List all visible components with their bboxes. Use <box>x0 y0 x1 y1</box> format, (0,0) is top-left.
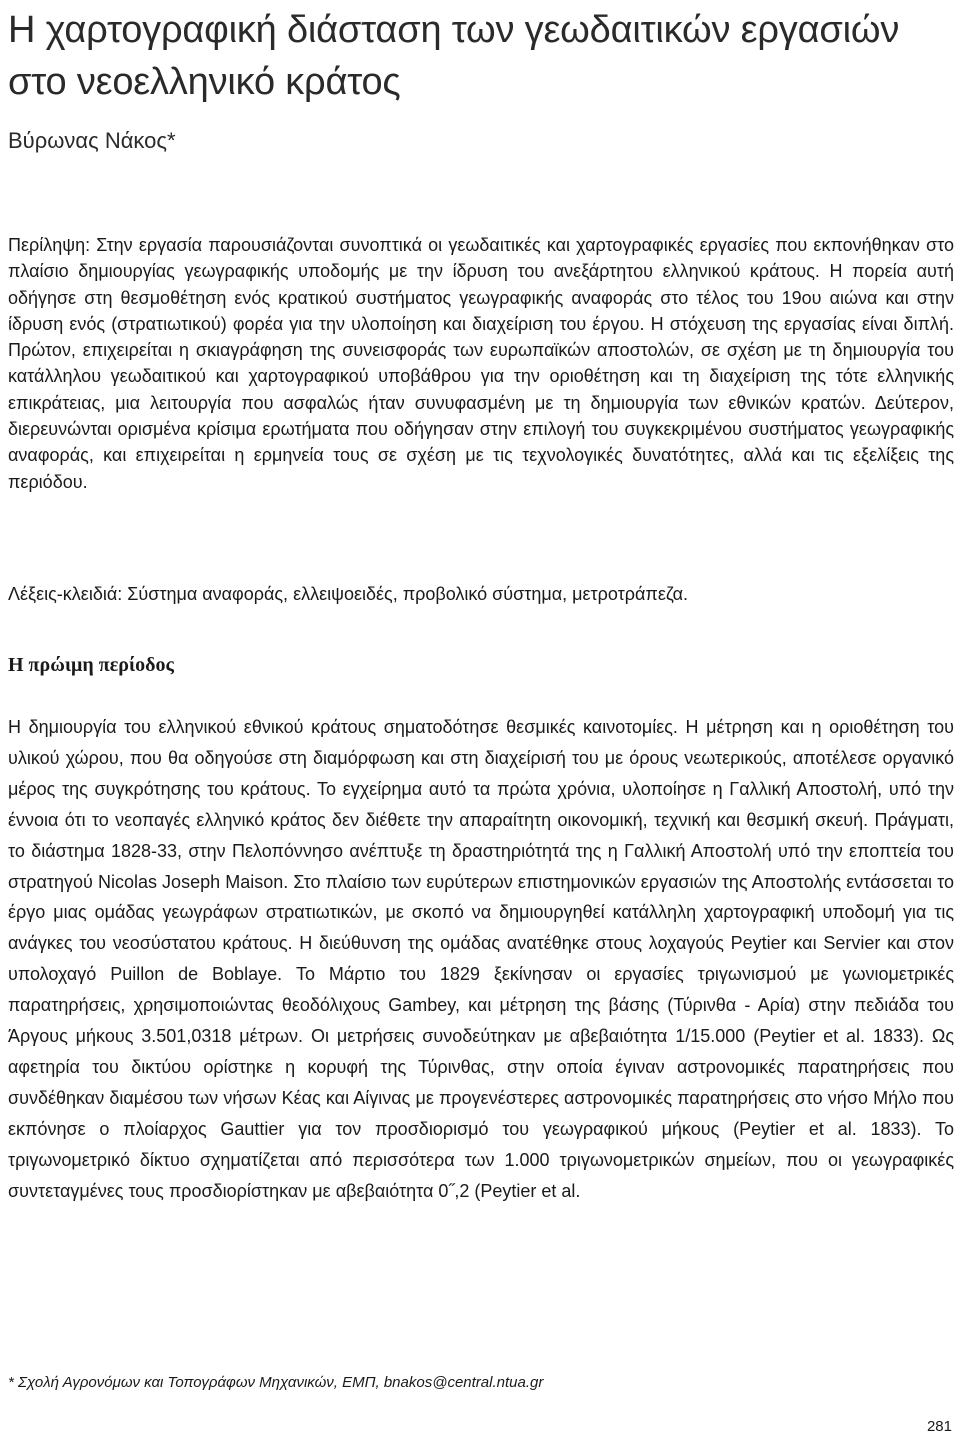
section-heading: Η πρώιμη περίοδος <box>8 654 174 676</box>
keywords-text: Σύστημα αναφοράς, ελλειψοειδές, προβολικό σύστημα, μετροτράπεζα. <box>127 584 688 604</box>
keywords-label: Λέξεις-κλειδιά: <box>8 584 123 604</box>
author-name: Βύρωνας Νάκος* <box>8 128 176 153</box>
page-number: 281 <box>926 1418 952 1435</box>
footnote: * Σχολή Αγρονόμων και Τοπογράφων Μηχανικών, ΕΜΠ, bnakos@central.ntua.gr <box>8 1374 544 1391</box>
keywords <box>8 581 954 607</box>
abstract-text: Στην εργασία παρουσιάζονται συνοπτικά οι γεωδαιτικές και χαρτογραφικές εργασίες που εκπονήθηκαν στο πλαίσιο δημιουργίας γεωγραφικής υποδομής με την ίδρυση του ανεξάρτητου ελληνικού κράτους. Η πορεία αυτή οδήγησε στη θεσμοθέτηση ενός κρατικού συστήματος γεωγραφικής αναφοράς στο τέλος του 19ου αιώνα και στην ίδρυση ενός (στρατιωτικού) φορέα για την υλοποίηση και διαχείριση του έργου. Η στόχευση της εργασίας είναι διπλή. Πρώτον, επιχειρείται η σκιαγράφηση της συνεισφοράς των ευρωπαϊκών αποστολών, σε σχέση με τη δημιουργία του κατάλληλου γεωδαιτικού και χαρτογραφικού υποβάθρου για την οριοθέτηση και τη διαχείριση της τότε ελληνικής επικράτειας, μια λειτουργία που ασφαλώς ήταν συνυφασμένη με τη δημιουργία των εθνικών κρατών. Δεύτερον, διερευνώνται ορισμένα κρίσιμα ερωτήματα που οδήγησαν στην επιλογή του συγκεκριμένου συστήματος γεωγραφικής αναφοράς, και επιχειρείται η ερμηνεία τους σε σχέση με τις τεχνολογικές δυνατότητες, αλλά και τις εξελίξεις της περιόδου. <box>8 235 954 492</box>
abstract <box>8 232 954 495</box>
body-paragraph: Η δημιουργία του ελληνικού εθνικού κράτους σηματοδότησε θεσμικές καινοτομίες. Η μέτρηση και η οριοθέτηση του υλικού χώρου, που θα οδηγούσε στη διαμόρφωση και στη διαχείρισή του με όρους νεωτερικούς, αποτέλεσε οργανικό μέρος της συγκρότησης του κράτους. Το εγχείρημα αυτό τα πρώτα χρόνια, υλοποίησε η Γαλλική Αποστολή, υπό την έννοια ότι το νεοπαγές ελληνικό κράτος δεν διέθετε την απαραίτητη οικονομική, τεχνική και θεσμική σκευή. Πράγματι, το διάστημα 1828-33, στην Πελοπόννησο ανέπτυξε τη δραστηριότητά της η Γαλλική Αποστολή υπό την εποπτεία του στρατηγού Nicolas Joseph Maison. Στο πλαίσιο των ευρύτερων επιστημονικών εργασιών της Αποστολής εντάσσεται το έργο μιας ομάδας γεωγράφων στρατιωτικών, με σκοπό να δημιουργηθεί κατάλληλη χαρτογραφική υποδομή για τις ανάγκες του νεοσύστατου κράτους. Η διεύθυνση της ομάδας ανατέθηκε στους λοχαγούς Peytier και Servier και στον υπολοχαγό Puillon de Boblaye. Το Μάρτιο του 1829 ξεκίνησαν οι εργασίες τριγωνισμού με γωνιομετρικές παρατηρήσεις, χρησιμοποιώντας θεοδόλιχους Gambey, και μέτρηση της βάσης (Τύρινθα - Αρία) στην πεδιάδα του Άργους μήκους 3.501,0318 μέτρων. Οι μετρήσεις συνοδεύτηκαν με αβεβαιότητα 1/15.000 (Peytier et al. 1833). Ως αφετηρία του δικτύου ορίστηκε η κορυφή της Τύρινθας, στην οποία έγιναν αστρονομικές παρατηρήσεις που συνδέθηκαν διαμέσου των νήσων Κέας και Αίγινας με προγενέστερες αστρονομικές παρατηρήσεις στο νήσο Μήλο που εκπόνησε ο πλοίαρχος Gauttier για τον προσδιορισμό του γεωγραφικού μήκους (Peytier et al. 1833). Το τριγωνομετρικό δίκτυο σχηματίζεται από περισσότερα των 1.000 τριγωνομετρικών σημείων, που οι γεωγραφικές συντεταγμένες τους προσδιορίστηκαν με αβεβαιότητα 0˝,2 (Peytier et al. <box>8 717 954 1201</box>
paper-title: Η χαρτογραφική διάσταση των γεωδαιτικών εργασιών στο νεοελληνικό κράτος <box>8 9 900 103</box>
abstract-label: Περίληψη: <box>8 235 91 255</box>
